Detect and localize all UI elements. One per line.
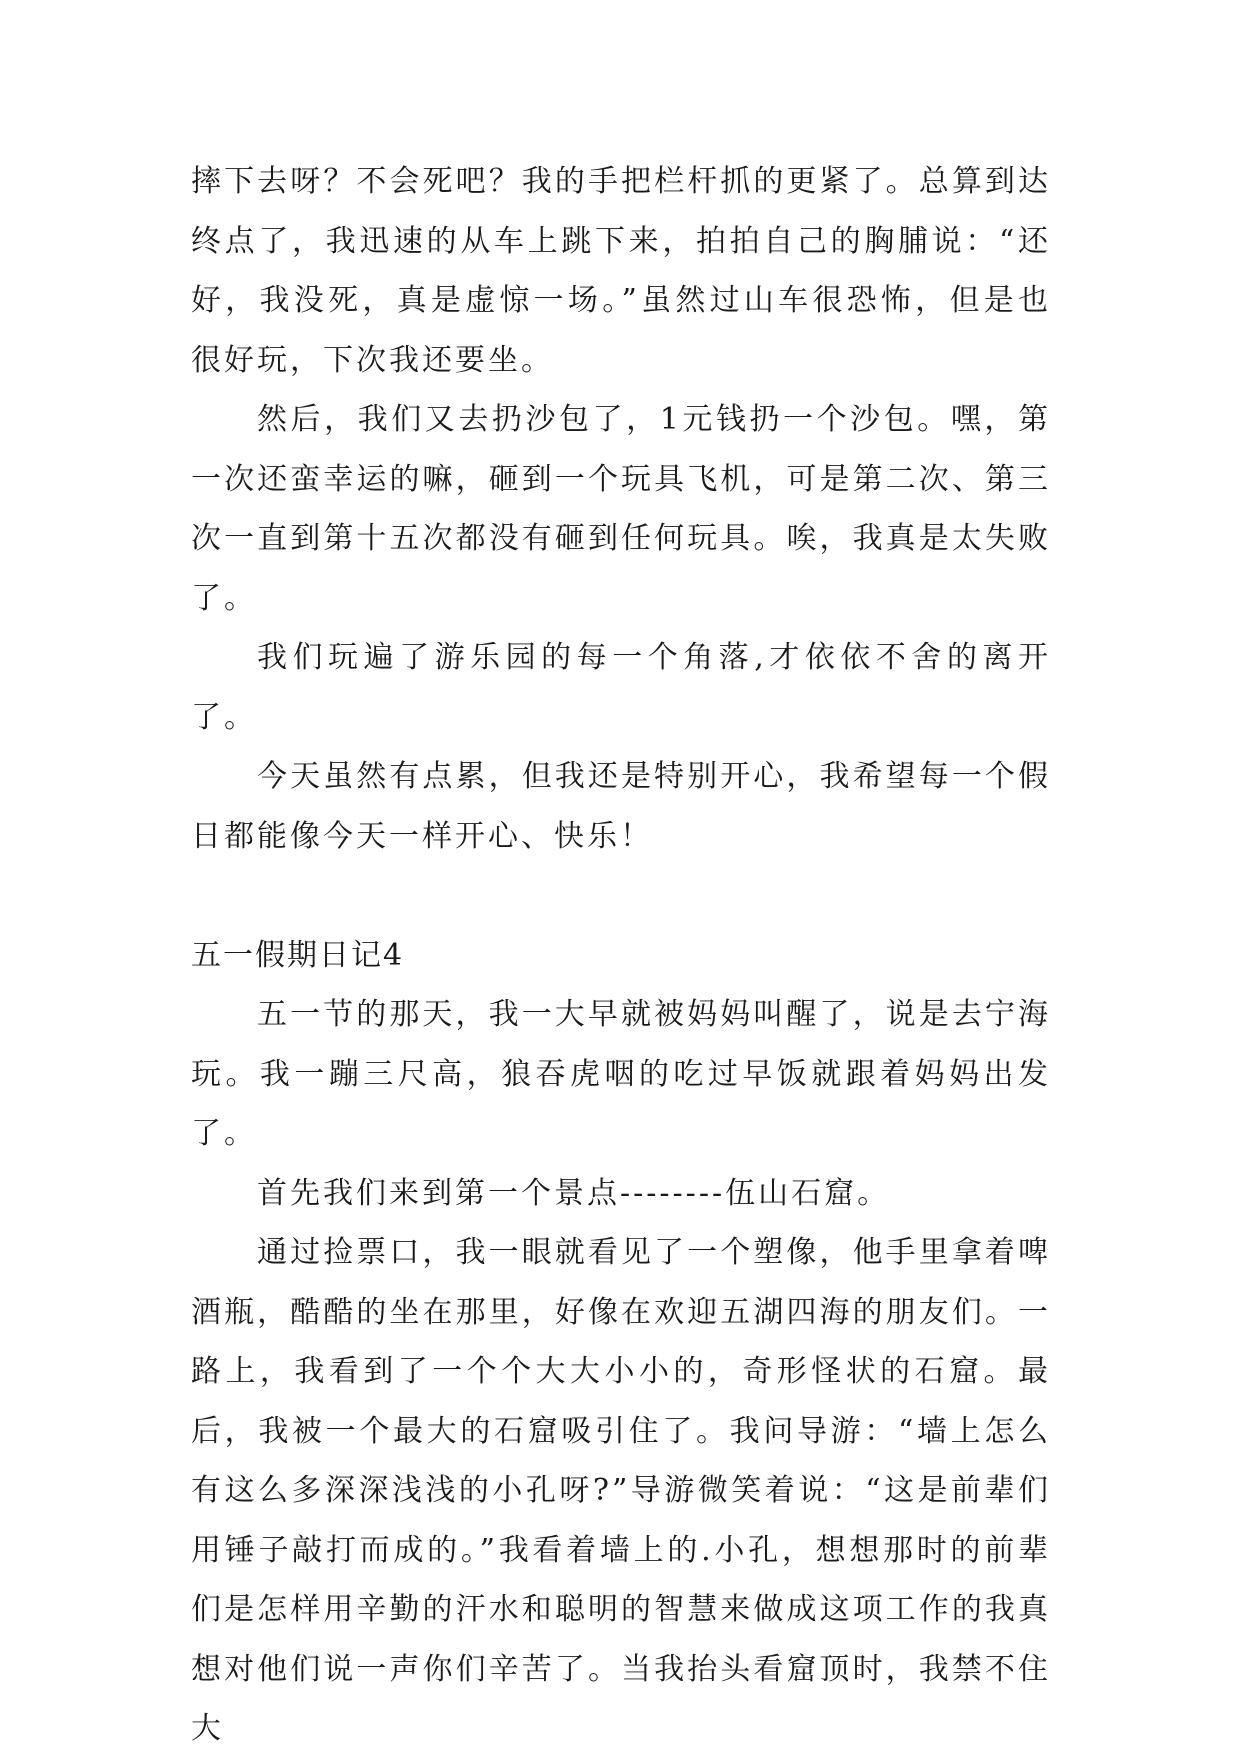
paragraph-may-day: 五一节的那天，我一大早就被妈妈叫醒了，说是去宁海玩。我一蹦三尺高，狼吞虎咽的吃过早饭就跟着妈妈出发了。: [191, 997, 1051, 1151]
section-heading: 五一假期日记4: [191, 937, 405, 973]
paragraph-grotto: 通过捡票口，我一眼就看见了一个塑像，他手里拿着啤酒瓶，酷酷的坐在那里，好像在欢迎五湖四海的朋友们。一路上，我看到了一个个大大小小的，奇形怪状的石窟。最后，我被一个最大的石窟吸引住了。我问导游：“墙上怎么有这么多深深浅浅的小孔呀?”导游微笑着说：“这是前辈们用锤子敲打而成的。”我看着墙上的.小孔，想想那时的前辈们是怎样用辛勤的汗水和聪明的智慧来做成这项工作的我真想对他们说一声你们辛苦了。当我抬头看窟顶时，我禁不住大: [191, 1235, 1051, 1746]
paragraph-first-spot: 首先我们来到第一个景点--------伍山石窟。: [257, 1175, 891, 1211]
document-body: [191, 152, 1051, 1759]
paragraph-sandbag: 然后，我们又去扔沙包了，1元钱扔一个沙包。嘿，第一次还蛮幸运的嘛，砸到一个玩具飞机，可是第二次、第三次一直到第十五次都没有砸到任何玩具。唉，我真是太失败了。: [191, 402, 1051, 616]
paragraph-leaving: 我们玩遍了游乐园的每一个角落,才依依不舍的离开了。: [191, 640, 1051, 735]
paragraph-happy: 今天虽然有点累，但我还是特别开心，我希望每一个假日都能像今天一样开心、快乐！: [191, 759, 1051, 854]
paragraph-continued: 摔下去呀？不会死吧？我的手把栏杆抓的更紧了。总算到达终点了，我迅速的从车上跳下来，拍拍自己的胸脯说：“还好，我没死，真是虚惊一场。”虽然过山车很恐怖，但是也很好玩，下次我还要坐。: [191, 164, 1051, 378]
